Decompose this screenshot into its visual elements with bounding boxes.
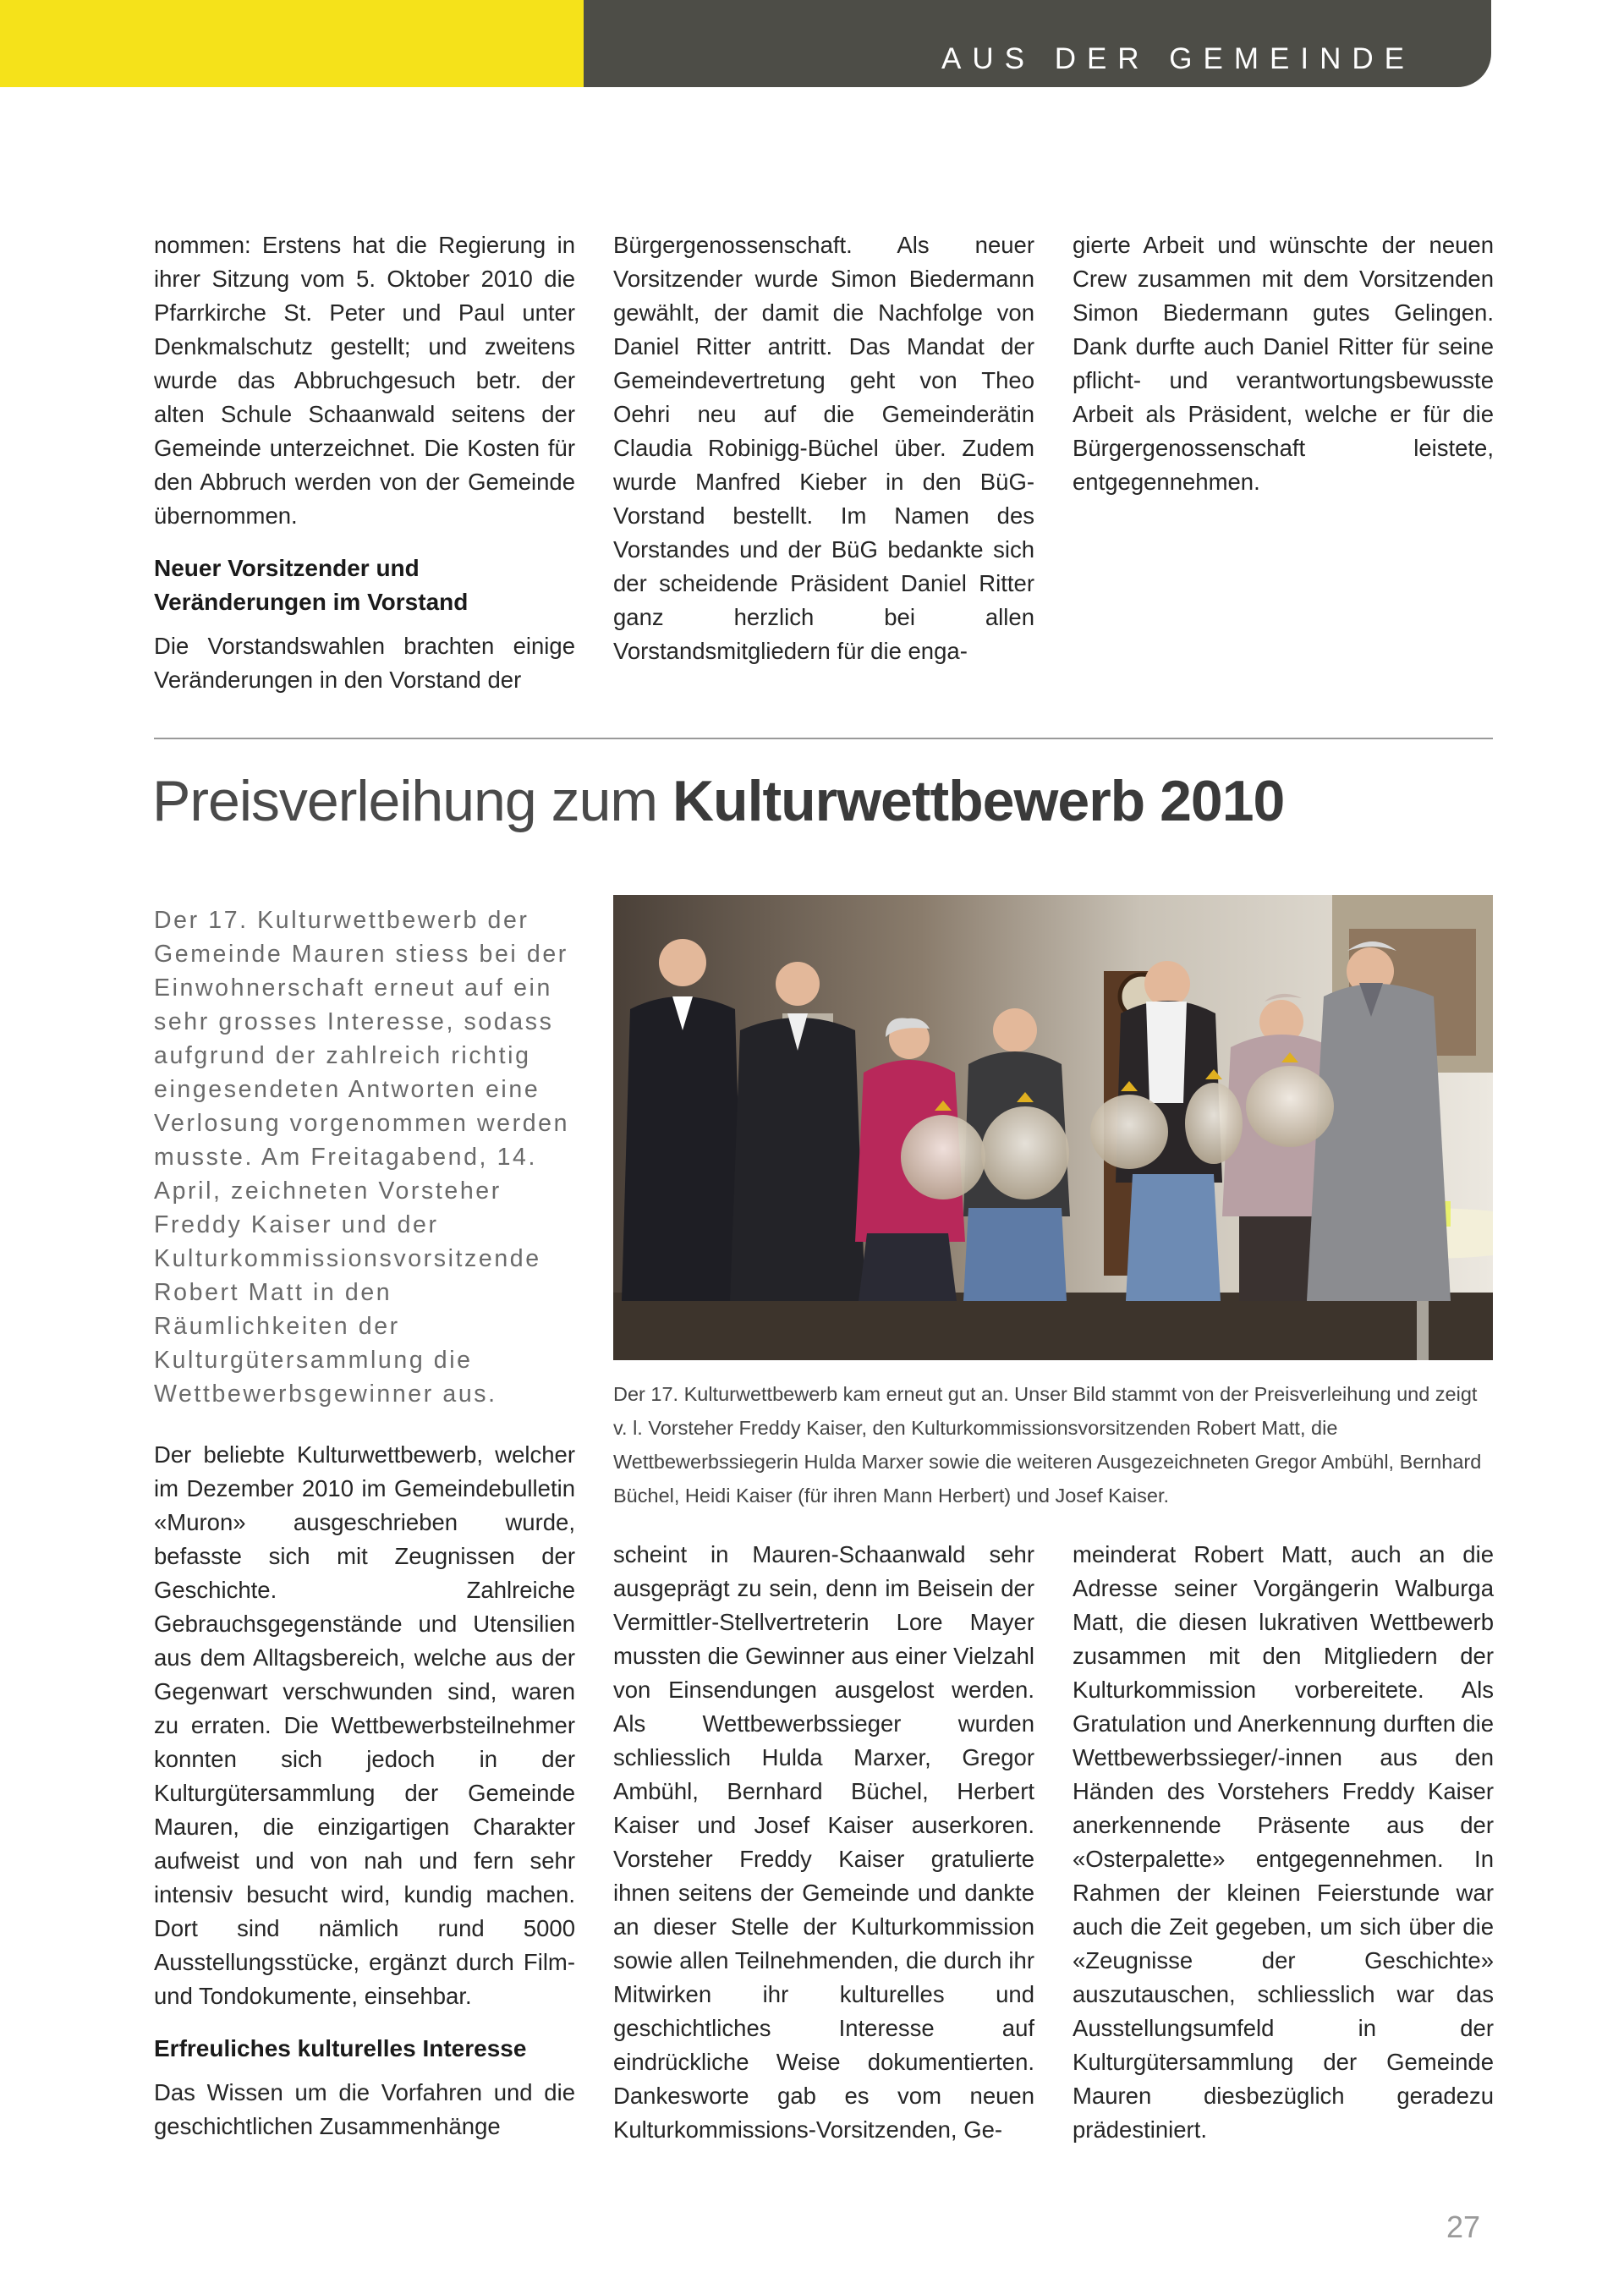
photo-caption: Der 17. Kulturwettbewerb kam erneut gut an. Unser Bild stammt von der Preisverleihung und zeigt v. l. Vorsteher Freddy Kaiser, den Kulturkommissionsvorsitzenden Robert Matt, die Wettbewerbssiegerin Hulda Marxer sowie die weiteren Ausgezeichneten Gregor Ambühl, Bernhard Büchel, Heidi Kaiser (für ihren Mann Herbert) und Josef Kaiser. (613, 1383, 1482, 1507)
page-number: 27 (1446, 2209, 1480, 2244)
title-light: Preisverleihung zum (152, 769, 672, 833)
section-divider (154, 738, 1493, 739)
article-lead: Der 17. Kulturwettbewerb der Gemeinde Mauren stiess bei der Einwohnerschaft erneut auf ein sehr grosses Interesse, sodass aufgrund der zahlreich richtig eingesendeten Antworten eine Verlosung vorgenommen werden musste. Am Freitagabend, 14. April, zeichneten Vorsteher Freddy Kaiser und der Kulturkommissionsvorsitzende Robert Matt in den Räumlichkeiten der Kulturgütersammlung die Wettbewerbsgewinner aus. (154, 907, 570, 1408)
header-yellow-bar (0, 0, 584, 87)
award-photo (613, 895, 1493, 1360)
paragraph: Die Vorstandswahlen brachten einige Veränderungen in den Vorstand der (154, 633, 575, 693)
article-column-2 (613, 1538, 1034, 2147)
paragraph: Der beliebte Kulturwettbewerb, welcher im Dezember 2010 im Gemeindebulletin «Muron» ausgeschrieben wurde, befasste sich mit Zeugnissen der Geschichte. Zahlreiche Gebrauchsgegenstände und Utensilien aus dem Alltagsbereich, welche aus der Gegenwart verschwunden sind, waren zu erraten. Die Wettbewerbsteilnehmer konnten sich jedoch in der Kulturgütersammlung der Gemeinde Mauren, die einzigartigen Charakter aufweist und von nah und fern sehr intensiv besucht wird, kundig machen. Dort sind nämlich rund 5000 Ausstellungsstücke, ergänzt durch Film- und Tondokumente, einsehbar. (154, 1441, 575, 2009)
paragraph: nommen: Erstens hat die Regierung in ihrer Sitzung vom 5. Oktober 2010 die Pfarrkirche St. Peter und Paul unter Denkmalschutz gestellt; und zweitens wurde das Abbruchgesuch betr. der alten Schule Schaanwald seitens der Gemeinde unterzeichnet. Die Kosten für den Abbruch werden von der Gemeinde übernommen. (154, 232, 575, 529)
top-column-3 (1073, 228, 1494, 499)
header-dark-bar (584, 0, 1491, 87)
top-column-1 (154, 228, 575, 697)
section-label: AUS DER GEMEINDE (941, 42, 1415, 75)
paragraph: gierte Arbeit und wünschte der neuen Crew zusammen mit dem Vorsitzenden Simon Biedermann gutes Gelingen. Dank durfte auch Daniel Ritter für seine pflicht- und verantwortungsbewusste Arbeit als Präsident, welche er für die Bürgergenossenschaft leistete, entgegennehmen. (1073, 232, 1494, 495)
paragraph: Das Wissen um die Vorfahren und die geschichtlichen Zusammenhänge (154, 2079, 575, 2139)
top-column-2 (613, 228, 1034, 668)
paragraph: meinderat Robert Matt, auch an die Adresse seiner Vorgängerin Walburga Matt, die diesen lukrativen Wettbewerb zusammen mit den Mitgliedern der Kulturkommission vorbereitete. Als Gratulation und Anerkennung durften die Wettbewerbssieger/-innen aus den Händen des Vorstehers Freddy Kaiser anerkennende Präsente aus der «Osterpalette» entgegennehmen. In Rahmen der kleinen Feierstunde war auch die Zeit gegeben, um sich über die «Zeugnisse der Geschichte» auszutauschen, schliesslich war das Ausstellungsumfeld in der Kulturgütersammlung der Gemeinde Mauren diesbezüglich geradezu prädestiniert. (1073, 1541, 1494, 2143)
subheading: Erfreuliches kulturelles Interesse (154, 2035, 527, 2061)
subheading: Neuer Vorsitzender und Veränderungen im Vorstand (154, 555, 469, 615)
paragraph: scheint in Mauren-Schaanwald sehr ausgeprägt zu sein, denn im Beisein der Vermittler-Stellvertreterin Lore Mayer mussten die Gewinner aus einer Vielzahl von Einsendungen ausgelost werden. Als Wettbewerbssieger wurden schliesslich Hulda Marxer, Gregor Ambühl, Bernhard Büchel, Herbert Kaiser und Josef Kaiser auserkoren. Vorsteher Freddy Kaiser gratulierte ihnen seitens der Gemeinde und dankte an dieser Stelle der Kulturkommission sowie allen Teilnehmenden, die durch ihr Mitwirken ihr kulturelles und geschichtliches Interesse auf eindrückliche Weise dokumentierten. Dankesworte gab es vom neuen Kulturkommissions-Vorsitzenden, Ge- (613, 1541, 1034, 2143)
article-column-3 (1073, 1538, 1494, 2147)
article-column-1 (154, 1438, 575, 2144)
title-bold: Kulturwettbewerb 2010 (672, 769, 1285, 833)
paragraph: Bürgergenossenschaft. Als neuer Vorsitzender wurde Simon Biedermann gewählt, der damit die Nachfolge von Daniel Ritter antritt. Das Mandat der Gemeindevertretung geht von Theo Oehri neu auf die Gemeinderätin Claudia Robinigg-Büchel über. Zudem wurde Manfred Kieber in den BüG-Vorstand bestellt. Im Namen des Vorstandes und der BüG bedankte sich der scheidende Präsident Daniel Ritter ganz herzlich bei allen Vorstandsmitgliedern für die enga- (613, 232, 1034, 664)
article-title (152, 768, 1284, 834)
